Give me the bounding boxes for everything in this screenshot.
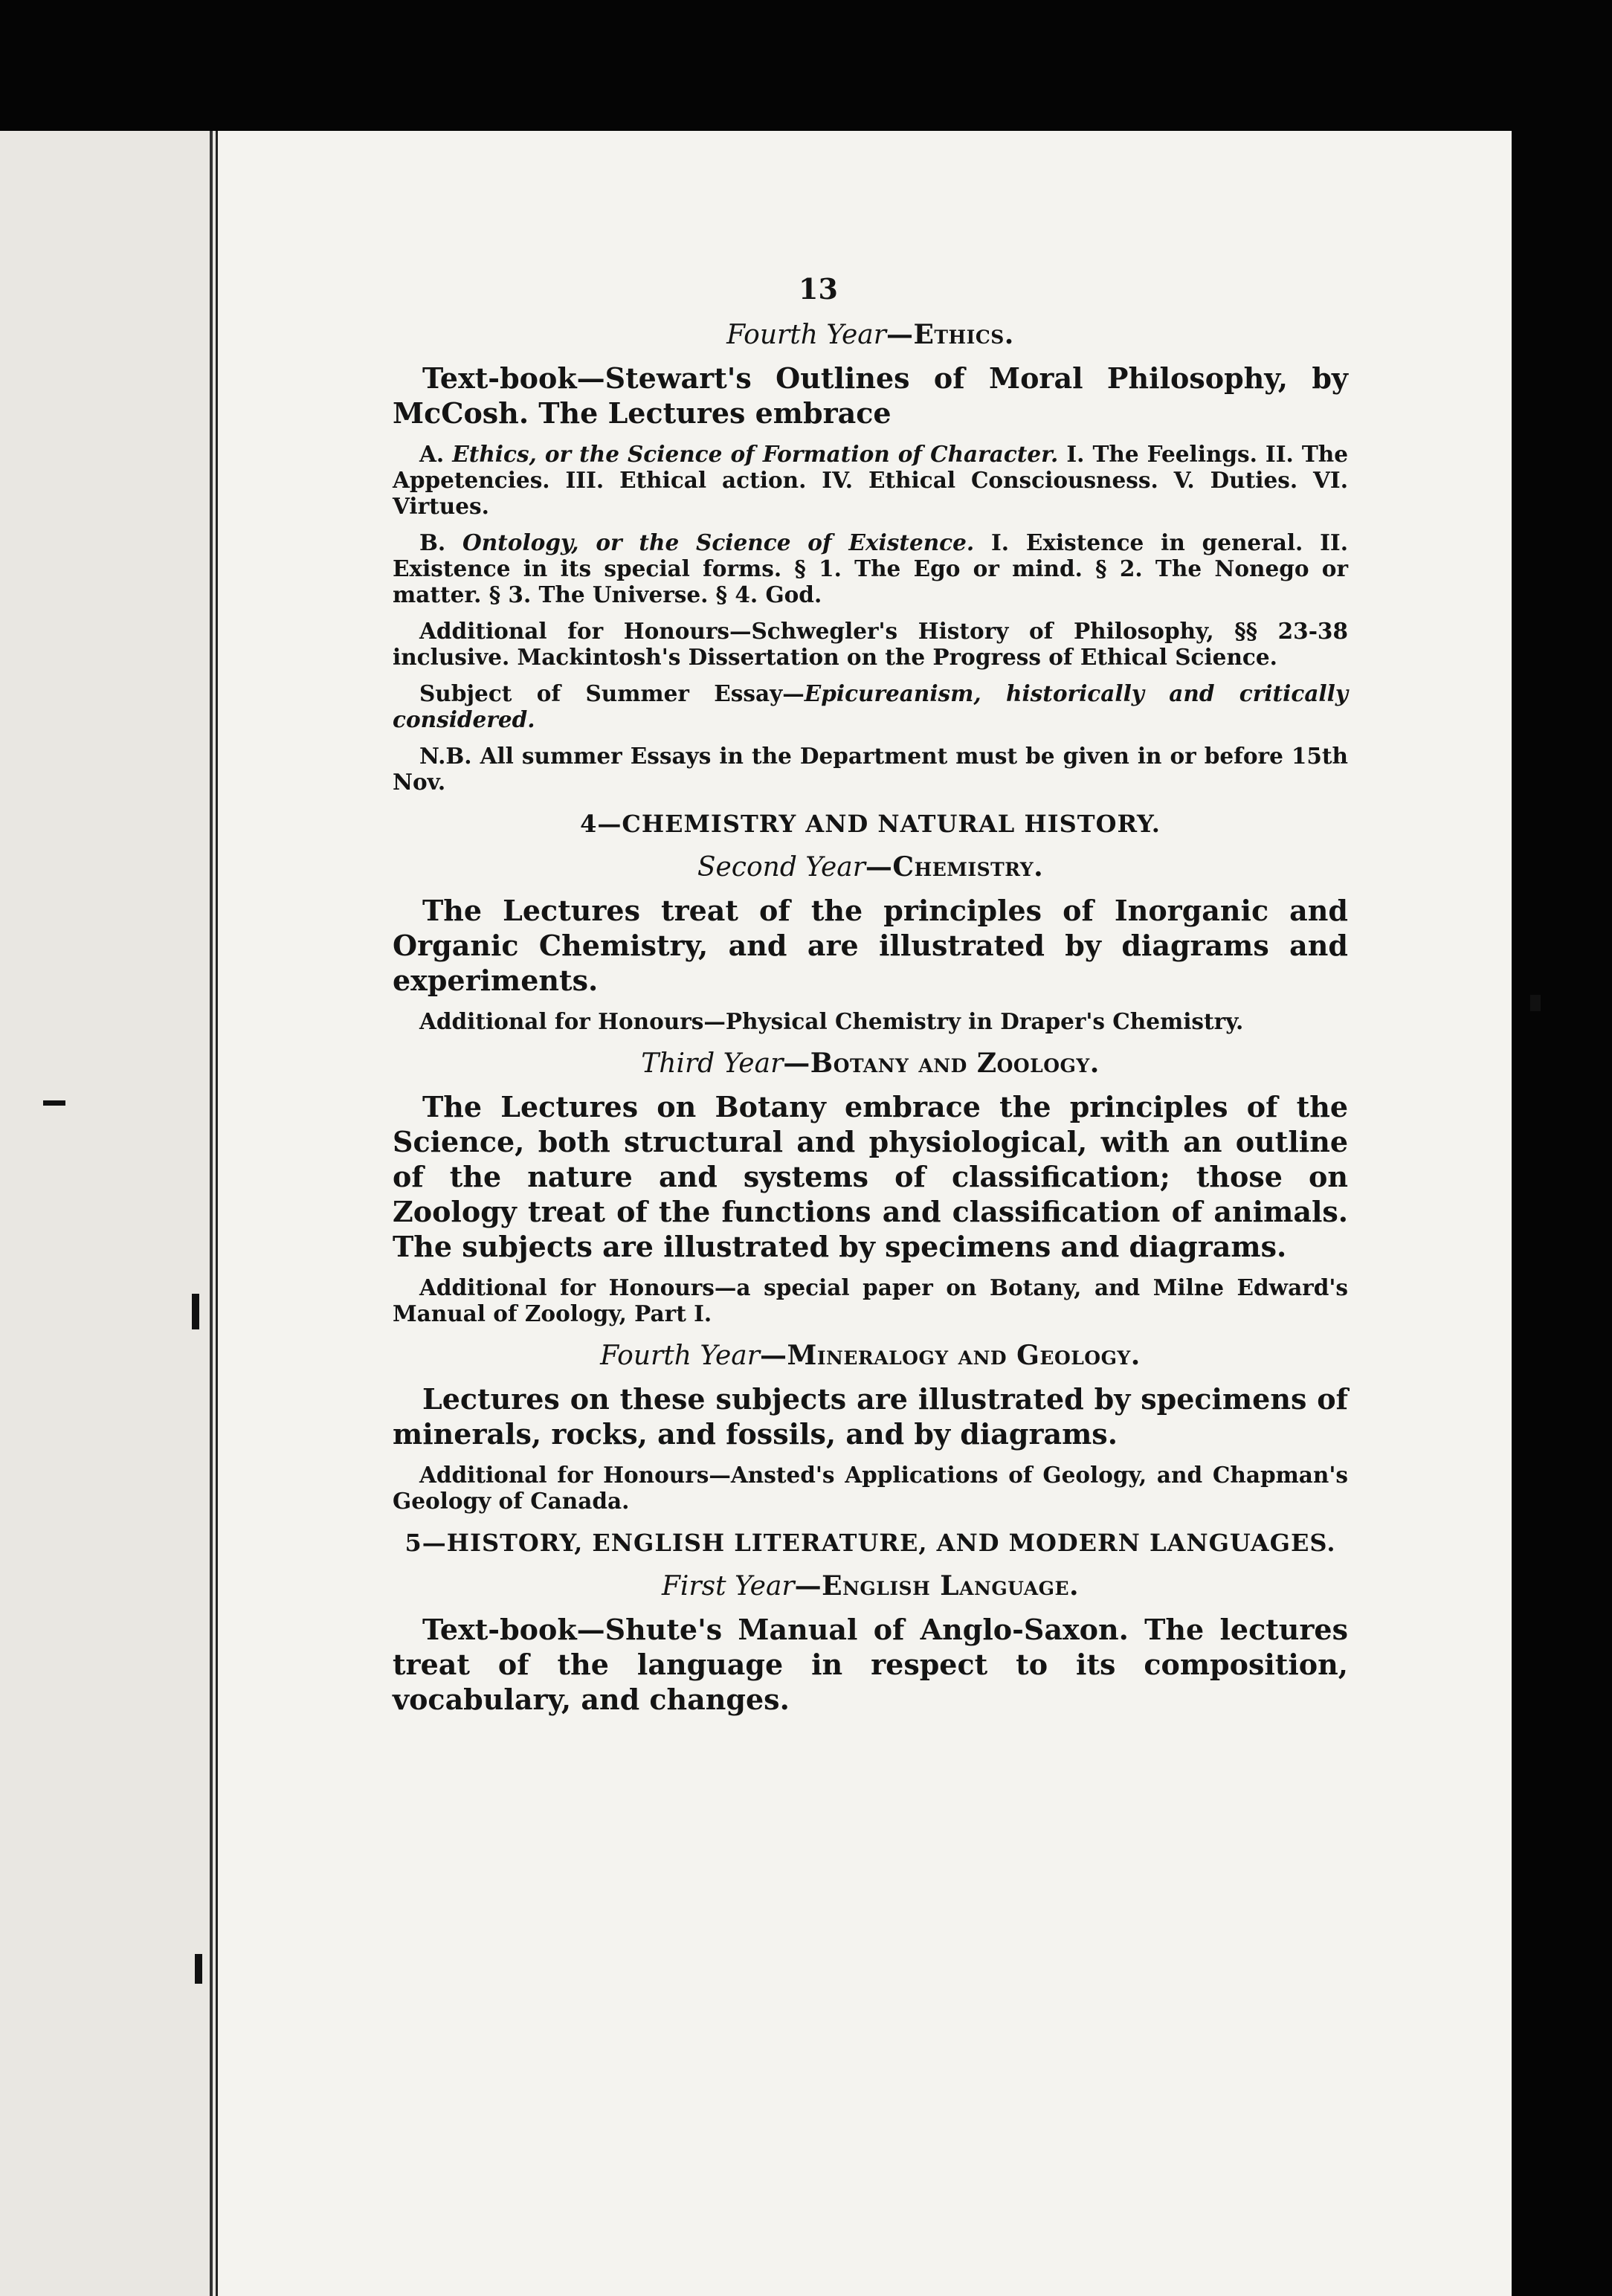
english-text: Text-book—Shute's Manual of Anglo-Saxon. The lectures treat of the language in respect to its composition, vocabulary, and changes. [393, 1613, 1348, 1716]
ethics-textbook: Text-book—Stewart's Outlines of Moral Philosophy, by McCosh. The Lectures embrace [393, 361, 1348, 430]
section-4-heading: 4—CHEMISTRY AND NATURAL HISTORY. [580, 810, 1161, 838]
chemistry-text: The Lectures treat of the principles of Inorganic and Organic Chemistry, and are illustrated by diagrams and experiments. [393, 894, 1348, 997]
margin-mark [195, 1954, 202, 1984]
page-number: 13 [799, 272, 838, 306]
ethics-nb: N.B. All summer Essays in the Department must be given in or before 15th Nov. [393, 743, 1348, 795]
ethics-part-b: B. Ontology, or the Science of Existence. I. Existence in general. II. Existence in its special forms. § 1. The Ego or mind. § 2. The Nonego or matter. § 3. The Universe. § 4. God. [393, 529, 1348, 607]
botany-text: The Lectures on Botany embrace the principles of the Science, both structural and physiological, with an outline of the nature and systems of classification; those on Zoology treat of the functions and classification of animals. The subjects are illustrated by specimens and diagrams. [393, 1090, 1348, 1263]
section-5-heading: 5—HISTORY, ENGLISH LITERATURE, AND MODERN LANGUAGES. [404, 1529, 1336, 1557]
botany-heading: Third Year—Botany and Zoology. [641, 1048, 1100, 1079]
ethics-year: Fourth Year [726, 320, 886, 350]
margin-mark [1530, 995, 1541, 1011]
mineralogy-text: Lectures on these subjects are illustrated by specimens of minerals, rocks, and fossils, and by diagrams. [393, 1382, 1348, 1451]
book-page [216, 131, 1512, 2296]
chemistry-honours: Additional for Honours—Physical Chemistry in Draper's Chemistry. [419, 1008, 1244, 1034]
english-heading: First Year—English Language. [661, 1570, 1080, 1602]
mineralogy-honours: Additional for Honours—Ansted's Applications of Geology, and Chapman's Geology of Canada. [393, 1462, 1348, 1514]
ethics-heading: Fourth Year—Ethics. [726, 319, 1014, 350]
ethics-summer-essay: Subject of Summer Essay—Epicureanism, historically and critically considered. [393, 680, 1348, 732]
binding-gutter [210, 131, 213, 2296]
page-text [393, 272, 1348, 1727]
margin-mark [192, 1294, 199, 1329]
facing-page-edge [0, 131, 216, 2296]
ethics-honours: Additional for Honours—Schwegler's History of Philosophy, §§ 23-38 inclusive. Mackintosh's Dissertation on the Progress of Ethical Science. [393, 618, 1348, 670]
ethics-subject: Ethics. [913, 319, 1014, 350]
chemistry-heading: Second Year—Chemistry. [697, 851, 1044, 883]
botany-honours: Additional for Honours—a special paper on Botany, and Milne Edward's Manual of Zoology, Part I. [393, 1274, 1348, 1326]
ethics-part-a: A. Ethics, or the Science of Formation of Character. I. The Feelings. II. The Appetencies. III. Ethical action. IV. Ethical Consciousness. V. Duties. VI. Virtues. [393, 441, 1348, 519]
mineralogy-heading: Fourth Year—Mineralogy and Geology. [600, 1340, 1141, 1371]
margin-mark [43, 1100, 65, 1106]
